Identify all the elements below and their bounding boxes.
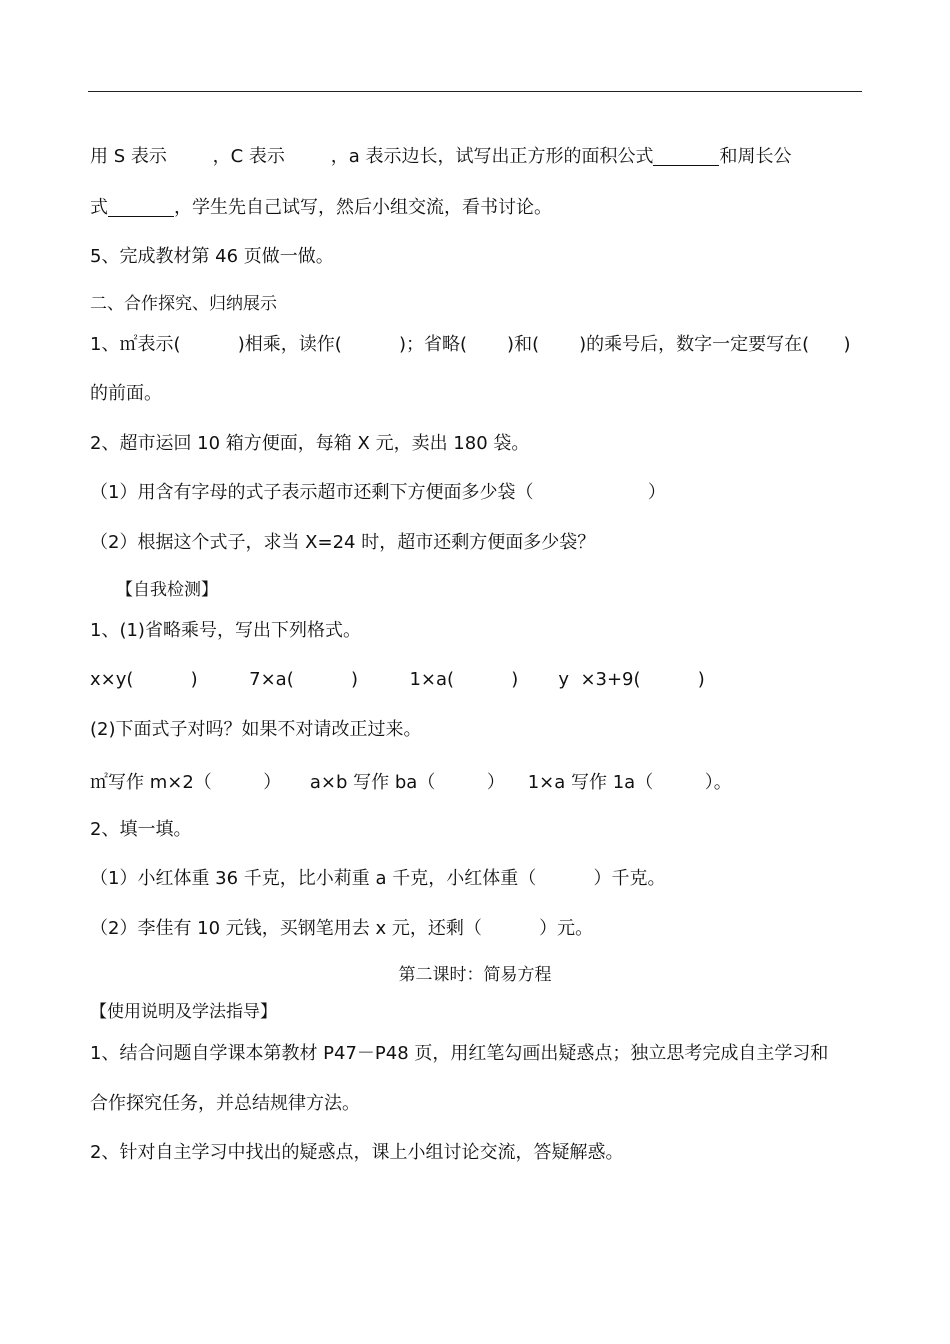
lesson2-title: 第二课时：简易方程 [398, 965, 552, 985]
item-5: 5、完成教材第 46 页做一做。 [90, 246, 334, 267]
guide-heading: 【使用说明及学法指导】 [90, 1002, 277, 1022]
self-test-q1-sub2-items: ㎡写作 m×2（ ） a×b 写作 ba（ ） 1×a 写作 1a（ ）。 [90, 772, 732, 793]
cooperate-q1-line2: 的前面。 [90, 383, 162, 404]
cooperate-q2-sub1: （1）用含有字母的式子表示超市还剩下方便面多少袋（ ） [90, 482, 666, 503]
perimeter-formula-blank[interactable] [108, 196, 174, 217]
cooperate-q1-line1: 1、㎡表示( )相乘，读作( )；省略( )和( )的乘号后，数字一定要写在( ) [90, 334, 851, 355]
self-test-heading: 【自我检测】 [116, 580, 218, 600]
intro-text-a: 用 S 表示 ，C 表示 ，a 表示边长，试写出正方形的面积公式 [90, 146, 654, 167]
cooperate-q2-sub2: （2）根据这个式子，求当 X=24 时，超市还剩方便面多少袋？ [90, 532, 596, 553]
intro-line-1 [90, 145, 791, 169]
intro-text-b: 和周长公 [719, 146, 792, 167]
section-heading-cooperate: 二、合作探究、归纳展示 [90, 294, 277, 314]
self-test-q1-items: x×y( ) 7×a( ) 1×a( ) y ×3+9( ) [90, 669, 705, 690]
intro-line-2 [90, 196, 552, 220]
intro-text-d: ，学生先自己试写，然后小组交流，看书讨论。 [174, 197, 552, 218]
self-test-q2-sub1: （1）小红体重 36 千克，比小莉重 a 千克，小红体重（ ）千克。 [90, 868, 666, 889]
self-test-q1: 1、(1)省略乘号，写出下列格式。 [90, 620, 361, 641]
intro-text-c: 式 [90, 197, 108, 218]
self-test-q2-sub2: （2）李佳有 10 元钱，买钢笔用去 x 元，还剩（ ）元。 [90, 918, 594, 939]
cooperate-q2: 2、超市运回 10 箱方便面，每箱 X 元，卖出 180 袋。 [90, 433, 530, 454]
guide-1-line2: 合作探究任务，并总结规律方法。 [90, 1093, 360, 1114]
header-rule [88, 91, 862, 92]
self-test-q2: 2、填一填。 [90, 819, 192, 840]
area-formula-blank[interactable] [653, 145, 719, 166]
self-test-q1-sub2: (2)下面式子对吗？如果不对请改正过来。 [90, 719, 422, 740]
guide-2: 2、针对自主学习中找出的疑惑点，课上小组讨论交流，答疑解惑。 [90, 1142, 624, 1163]
guide-1-line1: 1、结合问题自学课本第教材 P47－P48 页，用红笔勾画出疑惑点；独立思考完成自主学习和 [90, 1043, 829, 1064]
